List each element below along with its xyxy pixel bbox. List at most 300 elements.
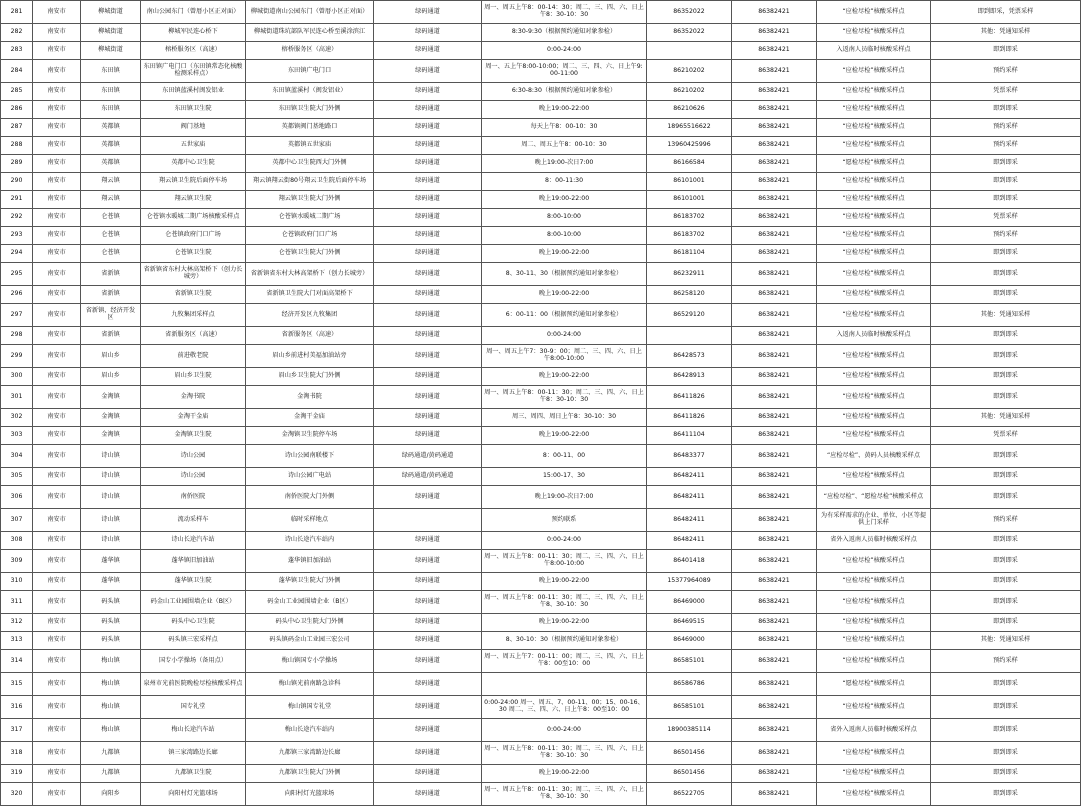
city-cell: 南安市 xyxy=(33,286,81,304)
service-time-cell: 8:00-10:00 xyxy=(482,227,647,245)
supervision-phone-cell: 86382421 xyxy=(732,1,817,24)
site-name-cell: 东田镇广电门口（东田镇常态化核酸检测采样点） xyxy=(141,60,246,83)
phone-cell: 86585101 xyxy=(647,696,732,719)
site-name-cell: 南山公园东门（曾厝小区正对面） xyxy=(141,1,246,24)
site-type-cell: “应检尽检”核酸采样点 xyxy=(817,427,931,445)
row-number: 287 xyxy=(1,119,33,137)
table-row xyxy=(1,101,1081,119)
city-cell: 南安市 xyxy=(33,650,81,673)
service-time-cell: 周一、周五上午7：30-9：00；周二、三、四、六、日上午8:00-10:00 xyxy=(482,345,647,368)
supervision-phone-cell: 86382421 xyxy=(732,632,817,650)
site-type-cell: 入返南人员临时核酸采样点 xyxy=(817,42,931,60)
phone-cell: 86585101 xyxy=(647,650,732,673)
row-number: 295 xyxy=(1,263,33,286)
supervision-phone-cell: 86382421 xyxy=(732,101,817,119)
phone-cell xyxy=(647,327,732,345)
town-cell: 码头镇 xyxy=(81,614,141,632)
address-cell: 码头镇码金山工业园三宏公司 xyxy=(246,632,374,650)
site-type-cell: “愿检尽检”核酸采样点 xyxy=(817,155,931,173)
row-number: 316 xyxy=(1,696,33,719)
site-type-cell: “应检尽检”核酸采样点 xyxy=(817,632,931,650)
channel-cell xyxy=(374,509,482,532)
site-name-cell: 诗山公园 xyxy=(141,468,246,486)
supervision-phone-cell: 86382421 xyxy=(732,245,817,263)
town-cell: 柳城街道 xyxy=(81,42,141,60)
service-time-cell: 周一、周五上午8：00-11：30；周二、三、四、六、日上午8、30-10：30 xyxy=(482,783,647,806)
town-cell: 省新镇 xyxy=(81,286,141,304)
address-cell: 诗山公园广电站 xyxy=(246,468,374,486)
note-cell: 即到即采 xyxy=(931,783,1081,806)
table-row xyxy=(1,173,1081,191)
site-name-cell: 东田镇卫生院 xyxy=(141,101,246,119)
service-time-cell: 8:30-9:30（根据预约通知对象参检） xyxy=(482,24,647,42)
site-name-cell: 五世家庙 xyxy=(141,137,246,155)
row-number: 302 xyxy=(1,409,33,427)
address-cell: 码金山工业园围墙企业（B区） xyxy=(246,591,374,614)
table-row xyxy=(1,191,1081,209)
service-time-cell: 0:00-24:00 xyxy=(482,719,647,742)
note-cell: 凭票采样 xyxy=(931,427,1081,445)
city-cell: 南安市 xyxy=(33,173,81,191)
phone-cell: 18900385114 xyxy=(647,719,732,742)
channel-cell: 绿码通道 xyxy=(374,368,482,386)
table-row xyxy=(1,83,1081,101)
phone-cell: 86483377 xyxy=(647,445,732,468)
channel-cell: 绿码通道 xyxy=(374,345,482,368)
site-name-cell: 码头镇三宏采样点 xyxy=(141,632,246,650)
service-time-cell: 晚上19:00-22:00 xyxy=(482,368,647,386)
supervision-phone-cell: 86382421 xyxy=(732,486,817,509)
city-cell: 南安市 xyxy=(33,345,81,368)
table-row xyxy=(1,591,1081,614)
site-type-cell: “应检尽检”核酸采样点 xyxy=(817,227,931,245)
row-number: 319 xyxy=(1,765,33,783)
address-cell: 码头中心卫生院大门外侧 xyxy=(246,614,374,632)
address-cell: 九都镇三家湾路边长廊 xyxy=(246,742,374,765)
city-cell: 南安市 xyxy=(33,673,81,696)
table-row xyxy=(1,304,1081,327)
channel-cell: 绿码通道 xyxy=(374,591,482,614)
supervision-phone-cell: 86382421 xyxy=(732,209,817,227)
table-row xyxy=(1,24,1081,42)
town-cell: 省新镇、经济开发区 xyxy=(81,304,141,327)
town-cell: 柳城街道 xyxy=(81,1,141,24)
site-type-cell: “应检尽检”核酸采样点 xyxy=(817,137,931,155)
table-row xyxy=(1,245,1081,263)
address-cell: 梅山镇国专小学操场 xyxy=(246,650,374,673)
note-cell: 即到即采 xyxy=(931,532,1081,550)
row-number: 294 xyxy=(1,245,33,263)
phone-cell xyxy=(647,42,732,60)
city-cell: 南安市 xyxy=(33,60,81,83)
channel-cell: 绿码通道 xyxy=(374,486,482,509)
note-cell: 即到即采 xyxy=(931,386,1081,409)
city-cell: 南安市 xyxy=(33,614,81,632)
town-cell: 翔云镇 xyxy=(81,191,141,209)
city-cell: 南安市 xyxy=(33,245,81,263)
channel-cell: 绿码通道 xyxy=(374,673,482,696)
note-cell: 即到即采 xyxy=(931,345,1081,368)
supervision-phone-cell: 86382421 xyxy=(732,719,817,742)
phone-cell: 86428913 xyxy=(647,368,732,386)
channel-cell: 绿码通道 xyxy=(374,245,482,263)
channel-cell: 绿码通道 xyxy=(374,191,482,209)
note-cell: 预约采样 xyxy=(931,509,1081,532)
phone-cell: 86352022 xyxy=(647,1,732,24)
supervision-phone-cell: 86382421 xyxy=(732,591,817,614)
service-time-cell: 0:00-24:00 xyxy=(482,532,647,550)
site-name-cell: 南侨医院 xyxy=(141,486,246,509)
row-number: 299 xyxy=(1,345,33,368)
town-cell: 九都镇 xyxy=(81,765,141,783)
supervision-phone-cell: 86382421 xyxy=(732,368,817,386)
service-time-cell: 6:30-8:30（根据预约通知对象参检） xyxy=(482,83,647,101)
supervision-phone-cell: 86382421 xyxy=(732,742,817,765)
city-cell: 南安市 xyxy=(33,696,81,719)
note-cell: 预约采样 xyxy=(931,137,1081,155)
site-type-cell: “应检尽检”核酸采样点 xyxy=(817,368,931,386)
service-time-cell: 周一、周五上午8：00-11：30；周二、三、四、六、日上午8:00-10:00 xyxy=(482,550,647,573)
city-cell: 南安市 xyxy=(33,550,81,573)
table-row xyxy=(1,614,1081,632)
table-row xyxy=(1,345,1081,368)
site-name-cell: 阀门基地 xyxy=(141,119,246,137)
site-type-cell: “应检尽检”核酸采样点 xyxy=(817,245,931,263)
city-cell: 南安市 xyxy=(33,101,81,119)
row-number: 314 xyxy=(1,650,33,673)
town-cell: 九都镇 xyxy=(81,742,141,765)
site-name-cell: 省新镇卫生院 xyxy=(141,286,246,304)
service-time-cell: 周二、周五上午8：00-10：30 xyxy=(482,137,647,155)
note-cell: 即到即采 xyxy=(931,673,1081,696)
address-cell: 东田镇卫生院大门外侧 xyxy=(246,101,374,119)
site-name-cell: 榕桥服务区（高速） xyxy=(141,42,246,60)
service-time-cell: 晚上19:00-22:00 xyxy=(482,427,647,445)
town-cell: 仑苍镇 xyxy=(81,245,141,263)
site-name-cell: 流动采样车 xyxy=(141,509,246,532)
site-name-cell: 九牧集团采样点 xyxy=(141,304,246,327)
site-name-cell: 柳城军民连心桥下 xyxy=(141,24,246,42)
table-row xyxy=(1,445,1081,468)
note-cell: 即到即采 xyxy=(931,155,1081,173)
city-cell: 南安市 xyxy=(33,155,81,173)
supervision-phone-cell: 86382421 xyxy=(732,286,817,304)
address-cell: 蓬华镇卫生院大门外侧 xyxy=(246,573,374,591)
channel-cell: 绿码通道 xyxy=(374,304,482,327)
row-number: 291 xyxy=(1,191,33,209)
city-cell: 南安市 xyxy=(33,42,81,60)
city-cell: 南安市 xyxy=(33,119,81,137)
table-row xyxy=(1,1,1081,24)
address-cell: 柳城街道南山公园东门（曾厝小区正对面） xyxy=(246,1,374,24)
city-cell: 南安市 xyxy=(33,386,81,409)
channel-cell: 绿码通道 xyxy=(374,227,482,245)
city-cell: 南安市 xyxy=(33,209,81,227)
channel-cell: 绿码通道 xyxy=(374,532,482,550)
town-cell: 东田镇 xyxy=(81,60,141,83)
supervision-phone-cell: 86382421 xyxy=(732,673,817,696)
row-number: 292 xyxy=(1,209,33,227)
town-cell: 诗山镇 xyxy=(81,468,141,486)
table-row xyxy=(1,765,1081,783)
service-time-cell: 预约联系 xyxy=(482,509,647,532)
table-row xyxy=(1,137,1081,155)
town-cell: 码头镇 xyxy=(81,632,141,650)
town-cell: 仑苍镇 xyxy=(81,227,141,245)
phone-cell: 86210202 xyxy=(647,60,732,83)
channel-cell: 绿码通道 xyxy=(374,1,482,24)
site-type-cell: “应检尽检”核酸采样点 xyxy=(817,119,931,137)
phone-cell: 86501456 xyxy=(647,765,732,783)
note-cell: 即到即采 xyxy=(931,765,1081,783)
site-name-cell: 翔云镇卫生院后面停车场 xyxy=(141,173,246,191)
supervision-phone-cell: 86382421 xyxy=(732,468,817,486)
note-cell: 预约采样 xyxy=(931,119,1081,137)
row-number: 284 xyxy=(1,60,33,83)
site-type-cell: “应检尽检”核酸采样点 xyxy=(817,209,931,227)
row-number: 282 xyxy=(1,24,33,42)
phone-cell: 86482411 xyxy=(647,509,732,532)
channel-cell: 绿码通道/黄码通道 xyxy=(374,468,482,486)
site-type-cell: “应检尽检”核酸采样点 xyxy=(817,650,931,673)
service-time-cell: 晚上19:00-22:00 xyxy=(482,191,647,209)
note-cell: 即到即采 xyxy=(931,101,1081,119)
city-cell: 南安市 xyxy=(33,632,81,650)
service-time-cell: 8：00-11:30 xyxy=(482,173,647,191)
supervision-phone-cell: 86382421 xyxy=(732,696,817,719)
service-time-cell: 晚上19:00-22:00 xyxy=(482,573,647,591)
town-cell: 英都镇 xyxy=(81,137,141,155)
note-cell: 即到即采 xyxy=(931,327,1081,345)
row-number: 303 xyxy=(1,427,33,445)
service-time-cell: 8、30-11、30（根据预约通知对象参检） xyxy=(482,263,647,286)
note-cell: 即到即采 xyxy=(931,468,1081,486)
site-type-cell: “愿检尽检”核酸采样点 xyxy=(817,673,931,696)
address-cell: 仑苍镇政府门口广场 xyxy=(246,227,374,245)
site-name-cell: 东田镇蓝溪村闽发铝业 xyxy=(141,83,246,101)
supervision-phone-cell: 86382421 xyxy=(732,386,817,409)
address-cell: 榕桥服务区（高速） xyxy=(246,42,374,60)
row-number: 297 xyxy=(1,304,33,327)
row-number: 320 xyxy=(1,783,33,806)
note-cell: 即到即采 xyxy=(931,191,1081,209)
address-cell: 仑苍镇卫生院大门外侧 xyxy=(246,245,374,263)
channel-cell: 绿码通道 xyxy=(374,742,482,765)
city-cell: 南安市 xyxy=(33,486,81,509)
supervision-phone-cell: 86382421 xyxy=(732,227,817,245)
site-name-cell: 金淘镇卫生院 xyxy=(141,427,246,445)
phone-cell: 86411826 xyxy=(647,386,732,409)
supervision-phone-cell: 86382421 xyxy=(732,327,817,345)
site-name-cell: 码头中心卫生院 xyxy=(141,614,246,632)
phone-cell: 13960425996 xyxy=(647,137,732,155)
channel-cell: 绿码通道 xyxy=(374,209,482,227)
channel-cell: 绿码通道 xyxy=(374,42,482,60)
supervision-phone-cell: 86382421 xyxy=(732,532,817,550)
city-cell: 南安市 xyxy=(33,368,81,386)
address-cell: 诗山长途汽车站内 xyxy=(246,532,374,550)
service-time-cell: 0:00-24:00 周一、周五、7、00-11、00；15、00-16、30 周二、三、四、六、日上午8：00至10：00 xyxy=(482,696,647,719)
service-time-cell: 晚上19:00-22:00 xyxy=(482,245,647,263)
town-cell: 梅山镇 xyxy=(81,673,141,696)
site-name-cell: 翔云镇卫生院 xyxy=(141,191,246,209)
note-cell: 即到即采 xyxy=(931,286,1081,304)
town-cell: 金淘镇 xyxy=(81,427,141,445)
city-cell: 南安市 xyxy=(33,765,81,783)
site-type-cell: “应检尽检”、黄码人员核酸采样点 xyxy=(817,445,931,468)
town-cell: 省新镇 xyxy=(81,263,141,286)
phone-cell: 86522705 xyxy=(647,783,732,806)
table-row xyxy=(1,509,1081,532)
row-number: 309 xyxy=(1,550,33,573)
note-cell: 其他：凭通知采样 xyxy=(931,632,1081,650)
town-cell: 东田镇 xyxy=(81,83,141,101)
site-type-cell: “应检尽检”核酸采样点 xyxy=(817,173,931,191)
table-row xyxy=(1,368,1081,386)
note-cell: 凭票采样 xyxy=(931,209,1081,227)
site-type-cell: 为有采样需求的企业、单位、小区等提供上门采样 xyxy=(817,509,931,532)
note-cell: 即到即采 xyxy=(931,591,1081,614)
city-cell: 南安市 xyxy=(33,427,81,445)
supervision-phone-cell: 86382421 xyxy=(732,83,817,101)
town-cell: 蓬华镇 xyxy=(81,550,141,573)
site-name-cell: 码金山工业园围墙企业（B区） xyxy=(141,591,246,614)
note-cell: 即到即采 xyxy=(931,486,1081,509)
service-time-cell: 晚上19:00-次日7:00 xyxy=(482,486,647,509)
site-type-cell: “应检尽检”核酸采样点 xyxy=(817,24,931,42)
city-cell: 南安市 xyxy=(33,783,81,806)
channel-cell: 绿码通道 xyxy=(374,155,482,173)
address-cell: 蓬华镇旧加油站 xyxy=(246,550,374,573)
table-row xyxy=(1,632,1081,650)
city-cell: 南安市 xyxy=(33,573,81,591)
town-cell: 仑苍镇 xyxy=(81,209,141,227)
row-number: 296 xyxy=(1,286,33,304)
town-cell: 省新镇 xyxy=(81,327,141,345)
table-row xyxy=(1,386,1081,409)
town-cell: 眉山乡 xyxy=(81,345,141,368)
town-cell: 诗山镇 xyxy=(81,532,141,550)
channel-cell: 绿码通道 xyxy=(374,263,482,286)
phone-cell: 86183702 xyxy=(647,227,732,245)
site-name-cell: 梅山长途汽车站 xyxy=(141,719,246,742)
channel-cell: 绿码通道 xyxy=(374,765,482,783)
phone-cell: 86469000 xyxy=(647,591,732,614)
table-body xyxy=(1,1,1081,806)
note-cell: 即到即采 xyxy=(931,42,1081,60)
supervision-phone-cell: 86382421 xyxy=(732,137,817,155)
address-cell: 金淘书院 xyxy=(246,386,374,409)
service-time-cell: 周一、周五上午8：00-11：30；周二、三、四、六、日上午8、30-10：30 xyxy=(482,591,647,614)
row-number: 304 xyxy=(1,445,33,468)
note-cell: 即到即采 xyxy=(931,173,1081,191)
service-time-cell: 周一、周五上午8：00-11：30；周二、三、四、六、日上午8：30-10：30 xyxy=(482,386,647,409)
channel-cell: 绿码通道 xyxy=(374,327,482,345)
city-cell: 南安市 xyxy=(33,263,81,286)
site-type-cell: “应检尽检”核酸采样点 xyxy=(817,345,931,368)
service-time-cell: 6：00-11：00（根据预约通知对象参检） xyxy=(482,304,647,327)
phone-cell: 86411104 xyxy=(647,427,732,445)
table-row xyxy=(1,327,1081,345)
site-type-cell: “应检尽检”核酸采样点 xyxy=(817,783,931,806)
service-time-cell: 周一、周五上午8：00-11：30；周二、三、四、六、日上午8：30-10：30 xyxy=(482,742,647,765)
phone-cell: 86482411 xyxy=(647,532,732,550)
table-row xyxy=(1,550,1081,573)
channel-cell: 绿码通道 xyxy=(374,409,482,427)
row-number: 301 xyxy=(1,386,33,409)
site-type-cell: “应检尽检”核酸采样点 xyxy=(817,286,931,304)
site-type-cell: “应检尽检”核酸采样点 xyxy=(817,191,931,209)
row-number: 285 xyxy=(1,83,33,101)
table-row xyxy=(1,286,1081,304)
table-row xyxy=(1,673,1081,696)
channel-cell: 绿码通道 xyxy=(374,386,482,409)
site-type-cell: “应检尽检”核酸采样点 xyxy=(817,386,931,409)
phone-cell: 86529120 xyxy=(647,304,732,327)
row-number: 311 xyxy=(1,591,33,614)
town-cell: 柳城街道 xyxy=(81,24,141,42)
address-cell: 眉山乡卫生院大门外侧 xyxy=(246,368,374,386)
channel-cell: 绿码通道 xyxy=(374,119,482,137)
address-cell: 英都镇五世家庙 xyxy=(246,137,374,155)
address-cell: 金淘干金庙 xyxy=(246,409,374,427)
address-cell: 东田镇广电门口 xyxy=(246,60,374,83)
phone-cell: 86210626 xyxy=(647,101,732,119)
note-cell: 即到即采 xyxy=(931,573,1081,591)
site-type-cell: “应检尽检”核酸采样点 xyxy=(817,468,931,486)
supervision-phone-cell: 86382421 xyxy=(732,263,817,286)
town-cell: 诗山镇 xyxy=(81,445,141,468)
city-cell: 南安市 xyxy=(33,468,81,486)
supervision-phone-cell: 86382421 xyxy=(732,783,817,806)
note-cell: 预约采样 xyxy=(931,227,1081,245)
site-type-cell: “应检尽检”核酸采样点 xyxy=(817,1,931,24)
site-type-cell: “应检尽检”核酸采样点 xyxy=(817,742,931,765)
note-cell: 预约采样 xyxy=(931,650,1081,673)
service-time-cell: 周一、五上午8:00-10:00；周二、三、四、六、日上午9:00-11:00 xyxy=(482,60,647,83)
city-cell: 南安市 xyxy=(33,191,81,209)
site-type-cell: “应检尽检”核酸采样点 xyxy=(817,101,931,119)
city-cell: 南安市 xyxy=(33,409,81,427)
town-cell: 东田镇 xyxy=(81,101,141,119)
supervision-phone-cell: 86382421 xyxy=(732,550,817,573)
table-row xyxy=(1,409,1081,427)
channel-cell: 绿码通道 xyxy=(374,719,482,742)
site-type-cell: “应检尽检”核酸采样点 xyxy=(817,591,931,614)
city-cell: 南安市 xyxy=(33,83,81,101)
channel-cell: 绿码通道 xyxy=(374,173,482,191)
town-cell: 诗山镇 xyxy=(81,486,141,509)
address-cell: 梅山长途汽车站内 xyxy=(246,719,374,742)
service-time-cell: 晚上19:00-22:00 xyxy=(482,286,647,304)
supervision-phone-cell: 86382421 xyxy=(732,573,817,591)
address-cell: 省新镇卫生院大门对面高架桥下 xyxy=(246,286,374,304)
supervision-phone-cell: 86382421 xyxy=(732,650,817,673)
site-name-cell: 前进敬老院 xyxy=(141,345,246,368)
site-name-cell: 九都镇卫生院 xyxy=(141,765,246,783)
town-cell: 码头镇 xyxy=(81,591,141,614)
note-cell: 即到即采 xyxy=(931,263,1081,286)
note-cell: 其他：凭通知采样 xyxy=(931,24,1081,42)
address-cell: 翔云镇卫生院大门外侧 xyxy=(246,191,374,209)
note-cell: 其他：凭通知采样 xyxy=(931,409,1081,427)
table-row xyxy=(1,468,1081,486)
site-type-cell: “应检尽检”核酸采样点 xyxy=(817,573,931,591)
row-number: 298 xyxy=(1,327,33,345)
address-cell: 柳城街道珠坑部队军民连心桥至溪涂滨江 xyxy=(246,24,374,42)
channel-cell: 绿码通道 xyxy=(374,632,482,650)
supervision-phone-cell: 86382421 xyxy=(732,427,817,445)
